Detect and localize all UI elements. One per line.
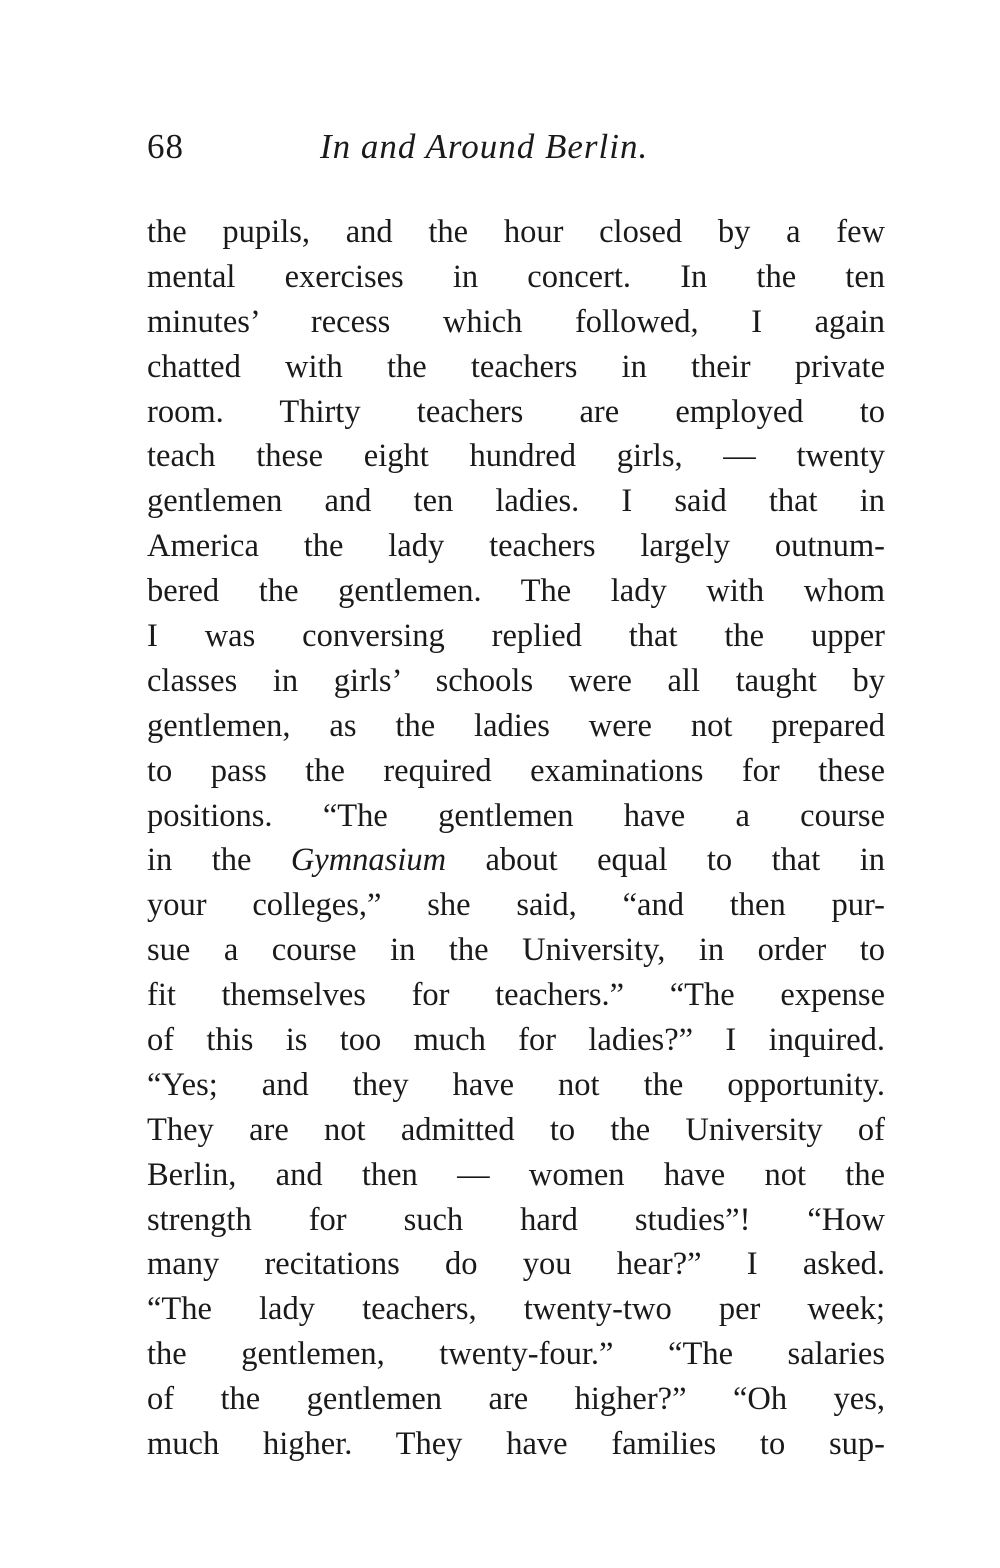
line-text: about equal to that in <box>446 842 885 879</box>
running-head <box>147 122 887 172</box>
line-text: They are not admitted to the University of <box>147 1111 885 1148</box>
text-line <box>147 434 885 479</box>
line-text: gentlemen, as the ladies were not prepared <box>147 707 885 744</box>
text-line <box>147 210 885 255</box>
line-text: classes in girls’ schools were all taught by <box>147 662 885 699</box>
line-text: mental exercises in concert. In the ten <box>147 258 885 295</box>
running-title: In and Around Berlin. <box>320 127 649 166</box>
line-text: in the <box>147 842 291 879</box>
text-line <box>147 390 885 435</box>
text-line <box>147 1063 885 1108</box>
body-text <box>147 210 885 1467</box>
line-text: “Yes; and they have not the opportunity. <box>147 1066 885 1103</box>
text-line <box>147 1198 885 1243</box>
text-line <box>147 300 885 345</box>
line-text: gentlemen and ten ladies. I said that in <box>147 483 885 520</box>
text-line <box>147 928 885 973</box>
text-line <box>147 479 885 524</box>
line-text: many recitations do you hear?” I asked. <box>147 1246 885 1283</box>
text-line <box>147 614 885 659</box>
text-line <box>147 1153 885 1198</box>
line-text: the pupils, and the hour closed by a few <box>147 214 885 250</box>
line-text: sue a course in the University, in order to <box>147 932 885 969</box>
page-number: 68 <box>147 127 184 166</box>
line-text: Berlin, and then — women have not the <box>147 1156 885 1193</box>
text-line <box>147 659 885 704</box>
text-line <box>147 1377 885 1422</box>
text-line <box>147 255 885 300</box>
line-text: America the lady teachers largely outnum- <box>147 528 885 565</box>
line-text: strength for such hard studies”! “How <box>147 1201 885 1238</box>
text-line <box>147 1287 885 1332</box>
text-line <box>147 1332 885 1377</box>
line-text: bered the gentlemen. The lady with whom <box>147 573 885 610</box>
text-line <box>147 704 885 749</box>
italic-text: Gymnasium <box>290 842 447 879</box>
text-line <box>147 794 885 839</box>
line-text: room. Thirty teachers are employed to <box>147 393 885 430</box>
line-text: your colleges,” she said, “and then pur- <box>147 887 885 924</box>
text-line <box>147 749 885 794</box>
text-line <box>147 1018 885 1063</box>
line-text: minutes’ recess which followed, I again <box>147 303 885 340</box>
text-line <box>147 569 885 614</box>
line-text: I was conversing replied that the upper <box>147 618 885 655</box>
text-line <box>147 1422 885 1467</box>
line-text: the gentlemen, twenty-four.” “The salaries <box>147 1336 885 1373</box>
text-line <box>147 838 885 883</box>
text-line <box>147 524 885 569</box>
line-text: teach these eight hundred girls, — twenty <box>147 438 885 475</box>
line-text: chatted with the teachers in their private <box>147 348 885 385</box>
line-text: much higher. They have families to sup- <box>147 1426 885 1463</box>
text-line <box>147 883 885 928</box>
line-text: positions. “The gentlemen have a course <box>147 797 885 834</box>
line-text: fit themselves for teachers.” “The expense <box>147 977 885 1014</box>
text-line <box>147 973 885 1018</box>
text-line <box>147 1108 885 1153</box>
text-line <box>147 1242 885 1287</box>
line-text: “The lady teachers, twenty-two per week; <box>147 1291 885 1328</box>
text-line <box>147 345 885 390</box>
line-text: to pass the required examinations for these <box>147 752 885 789</box>
line-text: of the gentlemen are higher?” “Oh yes, <box>147 1381 885 1418</box>
line-text: of this is too much for ladies?” I inquired. <box>147 1022 885 1059</box>
